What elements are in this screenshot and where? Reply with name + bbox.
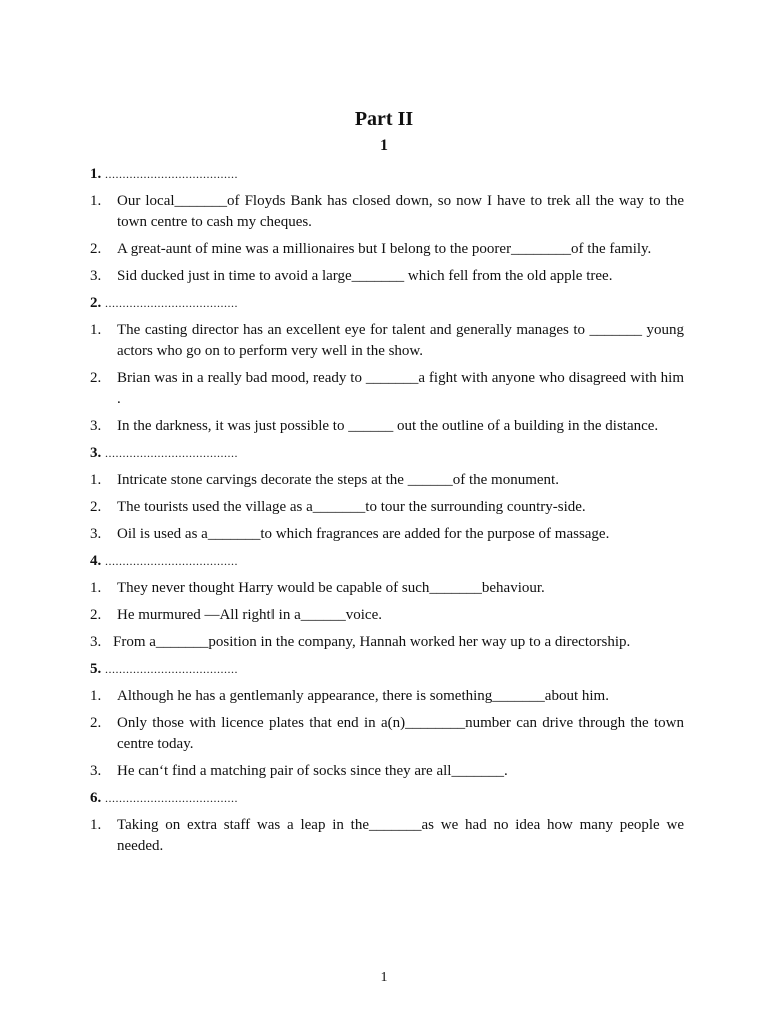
item-text: Oil is used as a_______to which fragrances are added for the purpose of massage. — [117, 526, 610, 542]
item-text: In the darkness, it was just possible to ______ out the outline of a building in the distance. — [117, 418, 659, 434]
item-number: 3. — [90, 268, 102, 284]
item-text: He can‘t find a matching pair of socks since they are all_______. — [117, 763, 508, 779]
item-number: 2. — [90, 715, 102, 731]
item-number: 2. — [90, 370, 102, 386]
answer-line: ...................................... — [105, 662, 238, 676]
item-number: 1. — [90, 322, 102, 338]
section-header — [90, 293, 684, 314]
exercise-content — [90, 164, 684, 863]
item-number: 1. — [90, 688, 102, 704]
item-number: 2. — [90, 241, 102, 257]
list-item — [90, 632, 684, 653]
item-text: Sid ducked just in time to avoid a large_______ which fell from the old apple tree. — [117, 268, 613, 284]
list-item — [90, 686, 684, 707]
item-text: Only those with licence plates that end in a(n)________number can drive through the town centre today. — [117, 715, 684, 752]
item-text: Intricate stone carvings decorate the steps at the ______of the monument. — [117, 472, 559, 488]
list-item — [90, 368, 684, 410]
list-item — [90, 578, 684, 599]
section-header — [90, 788, 684, 809]
list-item — [90, 713, 684, 755]
item-text: Our local_______of Floyds Bank has closed down, so now I have to trek all the way to the town centre to cash my cheques. — [117, 193, 684, 230]
item-number: 3. — [90, 418, 102, 434]
item-text: The casting director has an excellent eye for talent and generally manages to _______ young actors who go on to perform very well in the show. — [117, 322, 684, 359]
list-item — [90, 191, 684, 233]
section-header — [90, 551, 684, 572]
answer-line: ...................................... — [105, 554, 238, 568]
section-header — [90, 443, 684, 464]
answer-line: ...................................... — [105, 167, 238, 181]
item-text: The tourists used the village as a_______to tour the surrounding country-side. — [117, 499, 586, 515]
item-text: They never thought Harry would be capable of such_______behaviour. — [117, 580, 545, 596]
page-number: 1 — [380, 970, 388, 985]
list-item — [90, 266, 684, 287]
page-subtitle: 1 — [380, 137, 388, 154]
item-number: 3. — [90, 526, 102, 542]
list-item — [90, 320, 684, 362]
list-item — [90, 497, 684, 518]
item-number: 1. — [90, 817, 102, 833]
answer-line: ...................................... — [105, 446, 238, 460]
page-title: Part II — [354, 108, 414, 130]
section-number: 6. — [90, 790, 102, 806]
list-item — [90, 416, 684, 437]
list-item — [90, 605, 684, 626]
item-text: He murmured —All right‖ in a______voice. — [117, 607, 382, 623]
list-item — [90, 239, 684, 260]
item-number: 1. — [90, 472, 102, 488]
section-number: 1. — [90, 166, 102, 182]
answer-line: ...................................... — [105, 296, 238, 310]
answer-line: ...................................... — [105, 791, 238, 805]
section-number: 5. — [90, 661, 102, 677]
item-number: 1. — [90, 193, 102, 209]
item-number: 2. — [90, 607, 102, 623]
list-item — [90, 815, 684, 857]
item-number: 2. — [90, 499, 102, 515]
list-item — [90, 761, 684, 782]
item-text: Brian was in a really bad mood, ready to _______a fight with anyone who disagreed with him . — [117, 370, 684, 407]
item-text: From a_______position in the company, Hannah worked her way up to a directorship. — [113, 634, 631, 650]
item-number: 1. — [90, 580, 102, 596]
section-number: 2. — [90, 295, 102, 311]
section-number: 3. — [90, 445, 102, 461]
list-item — [90, 524, 684, 545]
list-item — [90, 470, 684, 491]
section-header — [90, 659, 684, 680]
item-number: 3. — [90, 634, 102, 650]
section-header — [90, 164, 684, 185]
item-text: Taking on extra staff was a leap in the_______as we had no idea how many people we needed. — [117, 817, 684, 854]
item-text: Although he has a gentlemanly appearance, there is something_______about him. — [117, 688, 609, 704]
item-number: 3. — [90, 763, 102, 779]
section-number: 4. — [90, 553, 102, 569]
item-text: A great-aunt of mine was a millionaires but I belong to the poorer________of the family. — [117, 241, 652, 257]
